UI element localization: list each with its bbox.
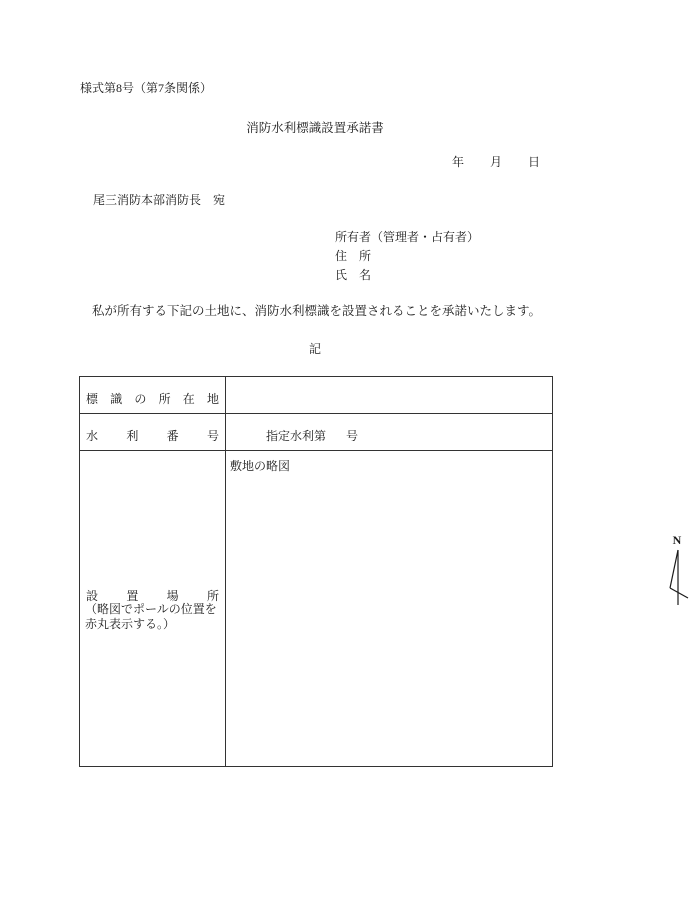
owner-name-label: 氏 名 xyxy=(335,268,372,282)
label-char: 水 xyxy=(86,429,99,443)
label-char: 識 xyxy=(110,392,123,406)
north-arrow-icon xyxy=(658,533,698,619)
label-water-number xyxy=(80,414,226,450)
label-char: 在 xyxy=(182,392,195,406)
label-char: 場 xyxy=(166,589,179,603)
owner-role: 所有者（管理者・占有者） xyxy=(335,230,480,244)
label-char: 利 xyxy=(126,429,139,443)
label-chars xyxy=(80,427,225,444)
install-place-note: （略図でポールの位置を赤丸表示する。） xyxy=(85,602,217,631)
north-label: N xyxy=(672,533,682,547)
value-sign-location[interactable] xyxy=(226,377,552,413)
label-char: 設 xyxy=(86,589,99,603)
site-sketch-area[interactable] xyxy=(226,451,682,766)
value-water-number[interactable] xyxy=(226,414,552,450)
owner-address-label: 住 所 xyxy=(335,249,372,263)
table-row-water-number xyxy=(80,414,552,451)
ki-heading: 記 xyxy=(308,342,321,356)
designated-suffix: 号 xyxy=(346,429,359,443)
label-char: 標 xyxy=(86,392,99,406)
date-day: 日 xyxy=(528,155,541,169)
date-line xyxy=(452,156,540,168)
consent-statement: 私が所有する下記の土地に、消防水利標識を設置されることを承諾いたします。 xyxy=(92,304,542,318)
date-year: 年 xyxy=(452,155,465,169)
table-row-location xyxy=(80,377,552,414)
label-char: の xyxy=(134,392,147,406)
label-sign-location xyxy=(80,377,226,413)
date-month: 月 xyxy=(490,155,503,169)
document-title: 消防水利標識設置承諾書 xyxy=(246,121,384,135)
label-char: 号 xyxy=(206,429,219,443)
consent-table xyxy=(79,376,682,767)
label-char: 所 xyxy=(206,589,219,603)
label-char: 番 xyxy=(166,429,179,443)
label-chars xyxy=(80,390,225,407)
form-number: 様式第8号（第7条関係） xyxy=(80,81,213,95)
owner-block xyxy=(335,231,479,288)
designated-water-number xyxy=(266,427,358,444)
designated-prefix: 指定水利第 xyxy=(266,429,327,443)
label-char: 所 xyxy=(158,392,171,406)
north-arrow-icon xyxy=(658,533,698,615)
addressee: 尾三消防本部消防長 宛 xyxy=(93,193,226,207)
sketch-label: 敷地の略図 xyxy=(230,459,291,473)
label-char: 置 xyxy=(126,589,139,603)
label-install-place xyxy=(80,451,226,766)
label-char: 地 xyxy=(206,392,219,406)
table-row-install-place xyxy=(80,451,682,766)
